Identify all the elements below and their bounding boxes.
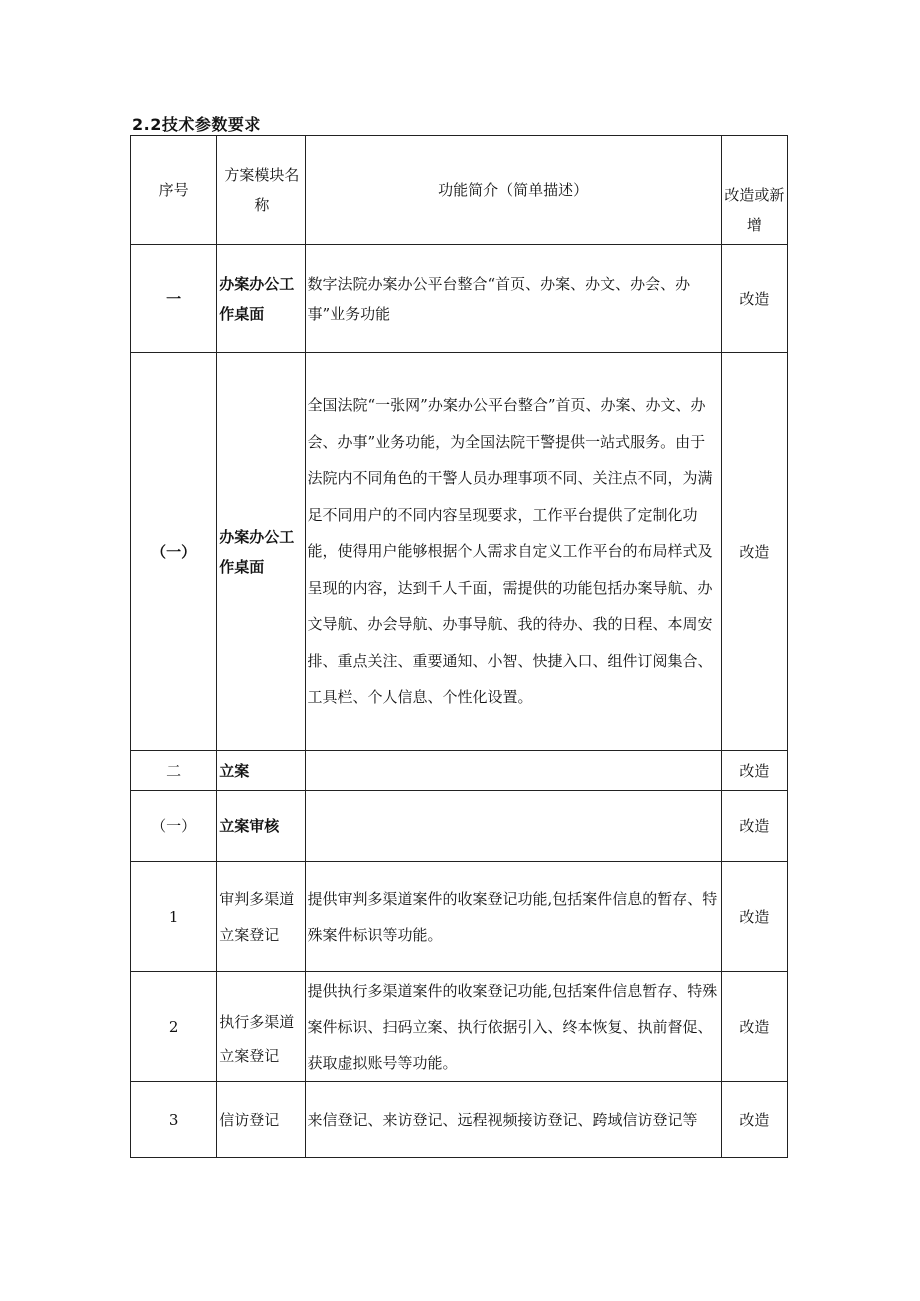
row-name: 办案办公工作桌面 [217,245,305,353]
row-desc: 来信登记、来访登记、远程视频接访登记、跨域信访登记等 [305,1082,721,1158]
table-row [131,972,788,1082]
row-mode: 改造 [721,353,787,751]
table-row [131,862,788,972]
row-desc: 数字法院办案办公平台整合“首页、办案、办文、办会、办事”业务功能 [305,245,721,353]
table-row [131,245,788,353]
row-no: （一） [131,353,217,751]
table-row [131,1082,788,1158]
row-no: 一 [131,245,217,353]
row-mode: 改造 [721,972,787,1082]
row-mode: 改造 [721,791,787,862]
row-desc: 全国法院“一张网”办案办公平台整合”首页、办案、办文、办会、办事”业务功能，为全国法院干警提供一站式服务。由于法院内不同角色的干警人员办理事项不同、关注点不同，为满足不同用户的不同内容呈现要求，工作平台提供了定制化功能，使得用户能够根据个人需求自定义工作平台的布局样式及呈现的内容，达到千人千面，需提供的功能包括办案导航、办文导航、办会导航、办事导航、我的待办、我的日程、本周安排、重点关注、重要通知、小智、快捷入口、组件订阅集合、工具栏、个人信息、个性化设置。 [305,353,721,751]
row-name: 立案 [217,751,305,791]
header-desc: 功能简介（简单描述） [305,136,721,245]
row-name: 审判多渠道立案登记 [217,862,305,972]
row-mode: 改造 [721,1082,787,1158]
table-row [131,791,788,862]
row-mode: 改造 [721,245,787,353]
table-row [131,353,788,751]
tech-spec-table [130,135,788,1158]
row-no: 1 [131,862,217,972]
row-name: 立案审核 [217,791,305,862]
row-desc: 提供审判多渠道案件的收案登记功能,包括案件信息的暂存、特殊案件标识等功能。 [305,862,721,972]
header-mode: 改造或新增 [721,136,787,245]
row-desc: 提供执行多渠道案件的收案登记功能,包括案件信息暂存、特殊案件标识、扫码立案、执行依据引入、终本恢复、执前督促、获取虚拟账号等功能。 [305,972,721,1082]
table-row [131,751,788,791]
row-no: 2 [131,972,217,1082]
row-mode: 改造 [721,862,787,972]
row-name: 执行多渠道立案登记 [217,972,305,1082]
row-no: 3 [131,1082,217,1158]
table-header-row [131,136,788,245]
row-desc [305,791,721,862]
row-desc [305,751,721,791]
row-mode: 改造 [721,751,787,791]
section-title: 2.2技术参数要求 [132,115,261,134]
row-no: 二 [131,751,217,791]
row-no: （一） [131,791,217,862]
row-name: 办案办公工作桌面 [217,353,305,751]
row-name: 信访登记 [217,1082,305,1158]
header-no: 序号 [131,136,217,245]
header-name: 方案模块名称 [217,136,305,245]
